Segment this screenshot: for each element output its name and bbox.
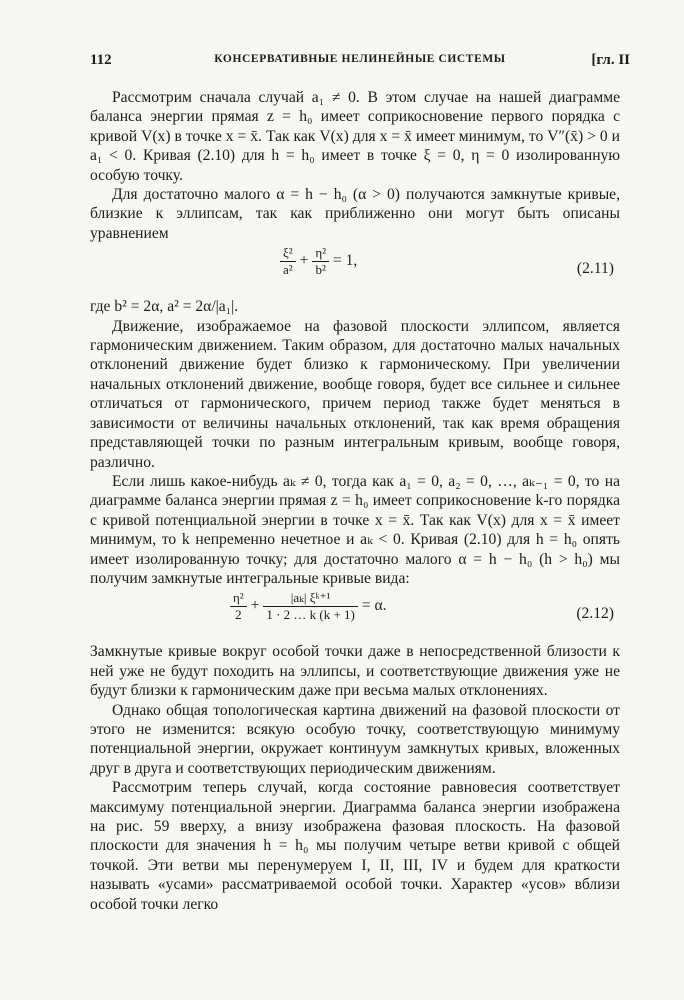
eq-term-denominator: a² <box>283 262 293 278</box>
eq-rhs: = α. <box>361 597 387 615</box>
paragraph: Рассмотрим сначала случай a₁ ≠ 0. В этом случае на нашей диаграмме баланса энергии прямая z = h₀ имеет соприкосновение первого порядка с кривой V(x) в точке x = x̄. Так как V(x) для x = x̄ имеет минимум, то V″(x̄) > 0 и a₁ < 0. Кривая (2.10) для h = h₀ имеет в точке ξ = 0, η = 0 изолированную особую точку. <box>90 89 620 184</box>
eq-term-denominator: b² <box>315 262 326 278</box>
eq-rhs: = 1, <box>332 252 358 270</box>
eq-plus: + <box>299 252 309 270</box>
body-text <box>90 88 620 914</box>
equation-number: (2.11) <box>576 260 614 278</box>
eq-term-numerator: η² <box>230 590 247 607</box>
paragraph: где b² = 2α, a² = 2α/|a₁|. <box>90 298 239 316</box>
paragraph: Замкнутые кривые вокруг особой точки даже в непосредственной близости к ней уже не будут походить на эллипсы, и соответствующие движения уже не будут близки к гармоническим даже при весьма малых отклонениях. <box>90 643 620 700</box>
paragraph: Для достаточно малого α = h − h₀ (α > 0) получаются замкнутые кривые, близкие к эллипсам, так как приближенно они могут быть описаны уравнением <box>90 186 620 242</box>
page-number: 112 <box>90 52 112 68</box>
page-header <box>90 52 630 74</box>
eq-term-numerator: η² <box>312 245 329 262</box>
chapter-label: [гл. II <box>591 52 630 68</box>
eq-term-denominator: 1 · 2 … k (k + 1) <box>266 607 355 623</box>
paragraph: Однако общая топологическая картина движений на фазовой плоскости от этого не изменится: всякую особую точку, соответствующую минимуму потенциальной энергии, окружает континуум замкнутых кривых, вложенных друг в друга и соответствующих периодическим движениям. <box>90 701 620 777</box>
equation-2-12 <box>90 590 620 640</box>
running-title: КОНСЕРВАТИВНЫЕ НЕЛИНЕЙНЫЕ СИСТЕМЫ <box>214 53 506 65</box>
paragraph: Движение, изображаемое на фазовой плоскости эллипсом, является гармоническим движением. Таким образом, для достаточно малых начальных отклонений движение будет близко к гармоническому. При увеличении начальных отклонений движение, вообще говоря, будет все сильнее и сильнее отличаться от гармонического, причем период также будет меняться в зависимости от величины начальных отклонений, так как время обращения представляющей точки по разным интегральным кривым, вообще говоря, различно. <box>90 317 620 471</box>
eq-term-numerator: ξ² <box>280 245 296 262</box>
equation-number: (2.12) <box>576 605 614 623</box>
eq-plus: + <box>250 597 260 615</box>
eq-term-numerator: |aₖ| ξᵏ⁺¹ <box>263 590 358 607</box>
paragraph: Если лишь какое-нибудь aₖ ≠ 0, тогда как a₁ = 0, a₂ = 0, …, aₖ₋₁ = 0, то на диаграмме баланса энергии прямая z = h₀ имеет соприкосновение k-го порядка с кривой потенциальной энергии в точке x = x̄. Так как V(x) для x = x̄ имеет минимум, то k непременно нечетное и aₖ < 0. Кривая (2.10) для h = h₀ опять имеет изолированную точку; для достаточно малого α = h − h₀ (h > h₀) мы получим замкнутые интегральные кривые вида: <box>90 472 620 587</box>
paragraph: Рассмотрим теперь случай, когда состояние равновесия соответствует максимуму потенциальной энергии. Диаграмма баланса энергии изображена на рис. 59 вверху, а внизу изображена фазовая плоскость. На фазовой плоскости для значения h = h₀ мы получим четыре ветви кривой с общей точкой. Эти ветви мы перенумеруем I, II, III, IV и будем для краткости называть «усами» рассматриваемой особой точки. Характер «усов» вблизи особой точки легко <box>90 779 620 913</box>
equation-2-11 <box>90 245 620 295</box>
eq-term-denominator: 2 <box>235 607 242 623</box>
